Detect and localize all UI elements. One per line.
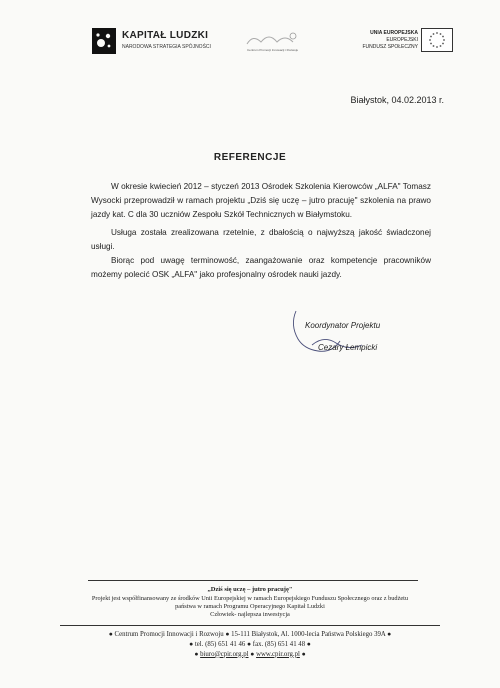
funding-line-2: państwa w ramach Programu Operacyjnego Kapitał Ludzki xyxy=(175,603,325,610)
footer-funding xyxy=(52,595,448,619)
footer-bullet-right: ● xyxy=(301,650,306,658)
letter-body xyxy=(91,180,431,282)
footer-motto: „Dziś się uczę – jutro pracuję" xyxy=(207,586,293,593)
paragraph-1: W okresie kwiecień 2012 – styczeń 2013 Ośrodek Szkolenia Kierowców „ALFA" Tomasz Wysocki przeprowadził w ramach projektu „Dziś się uczę – jutro pracuję" szkolenia na prawo jazdy kat. C dla 30 uczniów Zespołu Szkół Technicznych w Białymstoku. xyxy=(91,182,431,219)
kapital-ludzki-subtitle: NARODOWA STRATEGIA SPÓJNOŚCI xyxy=(122,44,211,50)
eu-flag-icon xyxy=(421,28,453,52)
cpir-caption: Centrum Promocji Innowacji i Rozwoju xyxy=(247,48,299,52)
ue-label xyxy=(350,30,418,51)
kapital-ludzki-logo xyxy=(92,28,212,58)
footer-bullet-left: ● xyxy=(194,650,201,658)
handwritten-signature xyxy=(288,305,381,365)
footer-address: ● Centrum Promocji Innowacji i Rozwoju ● 15-111 Białystok, Al. 1000-lecia Państwa Polskiego 39A ● xyxy=(108,631,392,638)
website-link[interactable]: www.cpir.org.pl xyxy=(256,650,300,658)
email-link[interactable]: biuro@cpir.org.pl xyxy=(200,650,249,658)
footer-bullet-mid: ● xyxy=(250,650,257,658)
cpir-logo xyxy=(243,30,303,56)
signature-name: Cezary Łempicki xyxy=(318,343,378,352)
letter-title: REFERENCJE xyxy=(213,152,287,163)
paragraph-2a: Usługa została zrealizowana rzetelnie, z dbałością o najwyższą jakość świadczonej usługi. xyxy=(91,228,431,252)
kapital-ludzki-title: KAPITAŁ LUDZKI xyxy=(122,30,209,41)
funding-line-1: Projekt jest współfinansowany ze środków Unii Europejskiej w ramach Europejskiego Funduszu Społecznego oraz z budżetu xyxy=(91,595,409,602)
footer-web xyxy=(0,650,500,660)
funding-line-3: Człowiek- najlepsza inwestycja xyxy=(210,611,290,618)
footer-contact xyxy=(0,630,500,659)
kapital-ludzki-emblem-icon xyxy=(92,28,116,54)
footer-phone: ● tel. (85) 651 41 46 ● fax. (85) 651 41 48 ● xyxy=(189,640,311,648)
cpir-emblem-icon xyxy=(243,30,303,48)
signature-role: Koordynator Projektu xyxy=(305,321,381,330)
paragraph-2b: Biorąc pod uwagę terminowość, zaangażowanie oraz kompetencje pracowników możemy polecić OSK „ALFA" jako profesjonalny ośrodek nauki jazdy. xyxy=(91,255,431,279)
ue-line3: FUNDUSZ SPOŁECZNY xyxy=(362,44,418,50)
footer-divider-bottom xyxy=(60,625,440,626)
ue-line2: EUROPEJSKI xyxy=(386,37,418,43)
footer-divider-top xyxy=(88,580,418,581)
ue-line1: UNIA EUROPEJSKA xyxy=(370,30,418,36)
letter-date: Białystok, 04.02.2013 r. xyxy=(350,95,444,105)
